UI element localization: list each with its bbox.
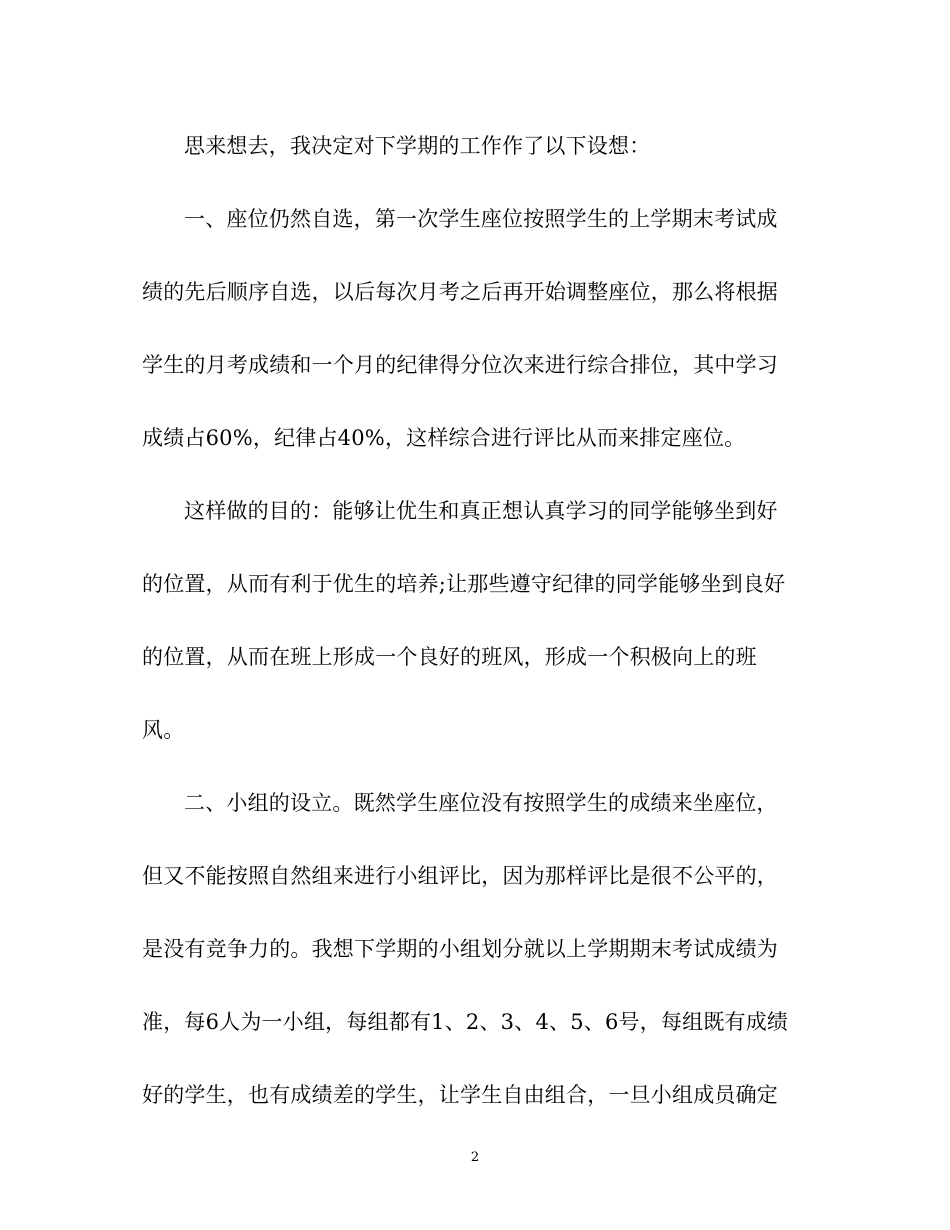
paragraph-seating-line-2: 绩的先后顺序自选，以后每次月考之后再开始调整座位，那么将根据 — [142, 280, 778, 304]
page-number: 2 — [470, 1150, 480, 1165]
paragraph-groups-line-2: 但又不能按照自然组来进行小组评比，因为那样评比是很不公平的， — [142, 864, 778, 888]
paragraph-seating-line-4: 成绩占60%，纪律占40%，这样综合进行评比从而来排定座位。 — [142, 426, 746, 450]
paragraph-purpose-line-4: 风。 — [142, 718, 185, 742]
paragraph-seating-line-1: 一、座位仍然自选，第一次学生座位按照学生的上学期末考试成 — [184, 207, 778, 231]
paragraph-seating-line-3: 学生的月考成绩和一个月的纪律得分位次来进行综合排位，其中学习 — [142, 353, 778, 377]
paragraph-groups-line-3: 是没有竞争力的。我想下学期的小组划分就以上学期期末考试成绩为 — [142, 937, 778, 961]
paragraph-purpose-line-3: 的位置，从而在班上形成一个良好的班风，形成一个积极向上的班 — [142, 645, 757, 669]
paragraph-groups-line-4: 准，每6人为一小组，每组都有1、2、3、4、5、6号，每组既有成绩 — [142, 1010, 789, 1034]
paragraph-groups-line-5: 好的学生，也有成绩差的学生，让学生自由组合，一旦小组成员确定 — [142, 1083, 778, 1107]
paragraph-purpose-line-1: 这样做的目的：能够让优生和真正想认真学习的同学能够坐到好 — [184, 499, 778, 523]
paragraph-purpose-line-2: 的位置，从而有利于优生的培养;让那些遵守纪律的同学能够坐到良好 — [142, 572, 786, 596]
paragraph-intro-line-1: 思来想去，我决定对下学期的工作作了以下设想： — [184, 134, 651, 158]
paragraph-groups-line-1: 二、小组的设立。既然学生座位没有按照学生的成绩来坐座位， — [184, 791, 778, 815]
